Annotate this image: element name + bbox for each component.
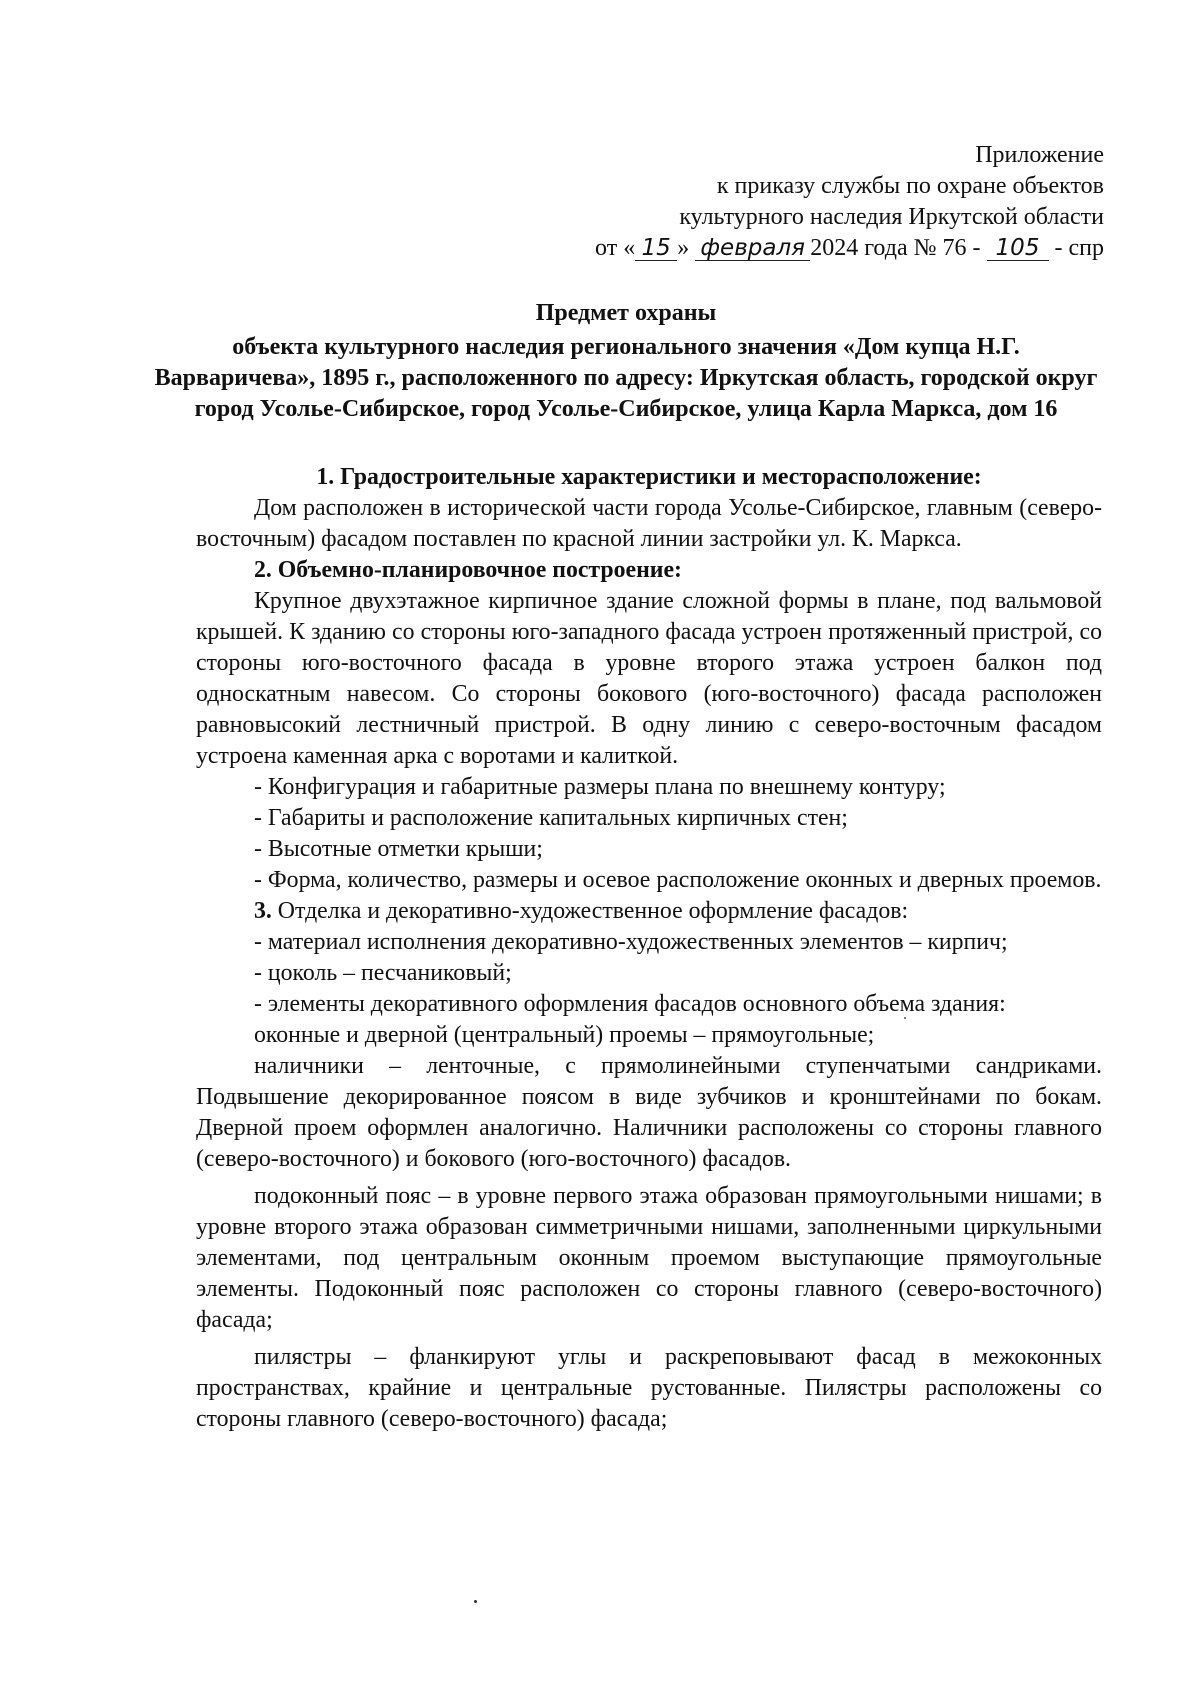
order-date-line: [595, 233, 1104, 264]
section-2-item: - Габариты и расположение капитальных кирпичных стен;: [254, 805, 848, 831]
document-body: [196, 462, 1102, 1435]
section-3-item: - материал исполнения декоративно-художественных элементов – кирпич;: [254, 929, 1008, 955]
section-3-item: - цоколь – песчаниковый;: [254, 960, 512, 986]
appendix-order-line: к приказу службы по охране объектов: [716, 173, 1104, 199]
title-heading: Предмет охраны: [535, 300, 717, 326]
section-3-item: - элементы декоративного оформления фасадов основного объема здания:: [254, 991, 1006, 1017]
section-3-item: наличники – ленточные, с прямолинейными ступенчатыми сандриками. Подвышение декорированное поясом в виде зубчиков и кронштейнами по бокам. Дверной проем оформлен аналогично. Наличники расположены со стороны главного (северо-восточного) и бокового (юго-восточного) фасадов.: [196, 1053, 1102, 1172]
section-3-number: 3.: [254, 898, 272, 924]
section-2-item: - Высотные отметки крыши;: [254, 836, 543, 862]
section-2-text: Крупное двухэтажное кирпичное здание сложной формы в плане, под вальмовой крышей. К зданию со стороны юго-западного фасада устроен протяженный пристрой, со стороны юго-восточного фасада в уровне второго этажа устроен балкон под односкатным навесом. Со стороны бокового (юго-восточного) фасада расположен равновысокий лестничный пристрой. В одну линию с северо-восточным фасадом устроена каменная арка с воротами и калиткой.: [196, 588, 1102, 769]
appendix-block: [595, 140, 1104, 264]
handwritten-order-number: 105: [987, 236, 1049, 261]
section-3-item: оконные и дверной (центральный) проемы – прямоугольные;: [254, 1022, 875, 1048]
order-year: 2024 года № 76 -: [810, 235, 981, 261]
order-prefix: от «: [595, 235, 636, 261]
handwritten-month: февраля: [695, 236, 810, 261]
handwritten-day: 15: [635, 236, 677, 261]
section-2-heading: 2. Объемно-планировочное построение:: [254, 557, 682, 583]
section-2-item: - Форма, количество, размеры и осевое расположение оконных и дверных проемов.: [254, 867, 1102, 893]
section-3-heading: [196, 896, 1102, 927]
appendix-authority-line: культурного наследия Иркутской области: [679, 204, 1104, 230]
section-1-text: Дом расположен в исторической части города Усолье-Сибирское, главным (северо-восточным) фасадом поставлен по красной линии застройки ул. К. Маркса.: [196, 495, 1102, 552]
section-3-heading-text: Отделка и декоративно-художественное оформление фасадов:: [271, 898, 909, 924]
scan-speck: [904, 1017, 906, 1019]
document-title: [150, 298, 1102, 425]
section-3-item: пилястры – фланкируют углы и раскреповывают фасад в межоконных пространствах, крайние и центральные рустованные. Пилястры расположены со стороны главного (северо-восточного) фасада;: [196, 1344, 1102, 1432]
scan-speck: [474, 1600, 477, 1603]
section-2-item: - Конфигурация и габаритные размеры плана по внешнему контуру;: [254, 774, 946, 800]
order-quote-close: »: [677, 235, 690, 261]
section-1-heading: 1. Градостроительные характеристики и месторасположение:: [316, 464, 982, 490]
title-subtitle: объекта культурного наследия регионального значения «Дом купца Н.Г. Варваричева», 1895 г., расположенного по адресу: Иркутская область, городской округ город Усолье-Сибирское, город Усолье-Сибирское, улица Карла Маркса, дом 16: [154, 334, 1098, 422]
section-3-item: подоконный пояс – в уровне первого этажа образован прямоугольными нишами; в уровне второго этажа образован симметричными нишами, заполненными циркульными элементами, под центральным оконным проемом выступающие прямоугольные элементы. Подоконный пояс расположен со стороны главного (северо-восточного) фасада;: [196, 1183, 1102, 1333]
order-suffix: - спр: [1054, 235, 1104, 261]
appendix-label: Приложение: [975, 142, 1104, 168]
